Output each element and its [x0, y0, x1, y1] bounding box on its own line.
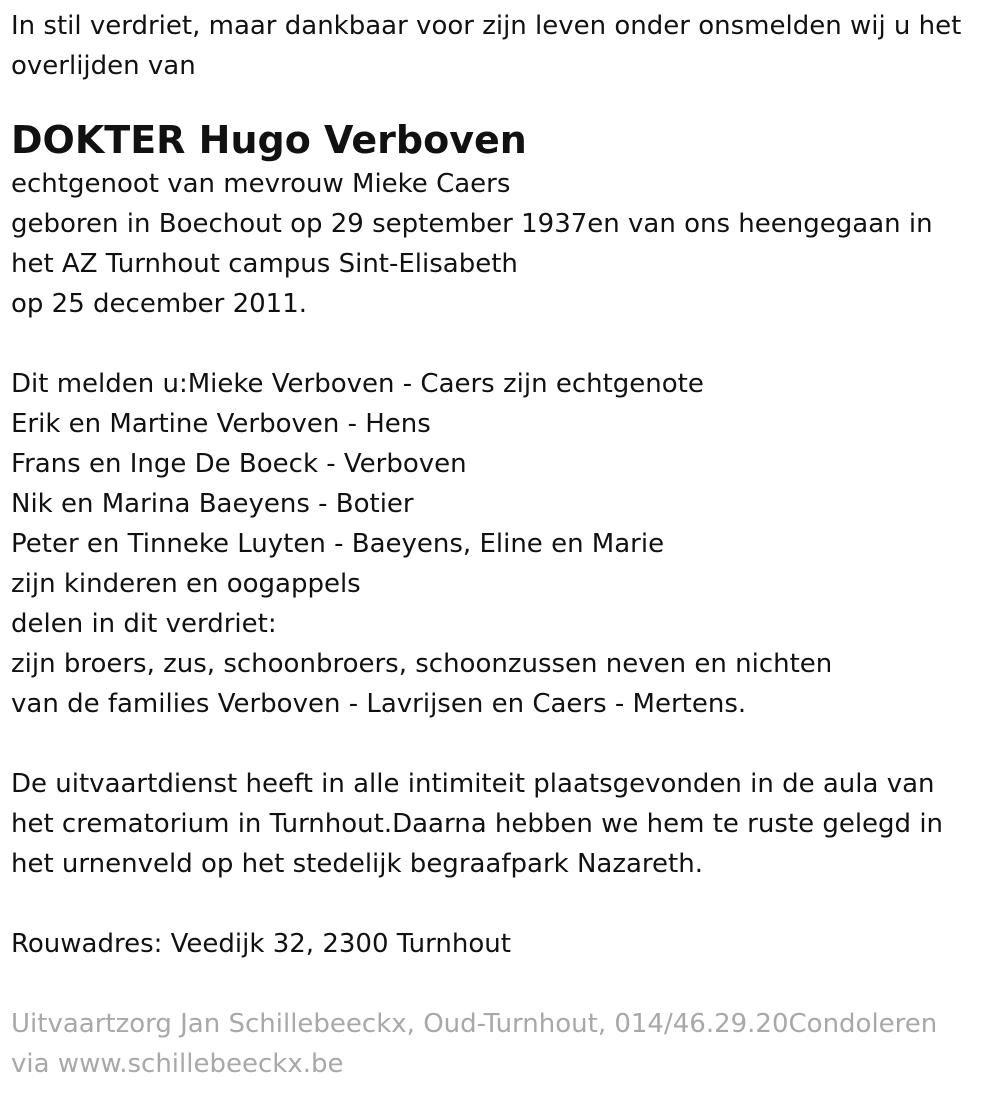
family-line: zijn broers, zus, schoonbroers, schoonzussen neven en nichten — [11, 649, 833, 679]
mourning-address: Rouwadres: Veedijk 32, 2300 Turnhout — [11, 929, 511, 959]
detail-line: op 25 december 2011. — [11, 289, 308, 319]
service-line: De uitvaartdienst heeft in alle intimiteit plaatsgevonden in de aula van — [11, 769, 935, 799]
details-paragraph — [11, 164, 1000, 324]
detail-line: het AZ Turnhout campus Sint-Elisabeth — [11, 249, 518, 279]
detail-line: echtgenoot van mevrouw Mieke Caers — [11, 169, 511, 199]
spacer — [11, 964, 1000, 1004]
address-paragraph — [11, 924, 1000, 964]
family-line: zijn kinderen en oogappels — [11, 569, 361, 599]
family-line: Dit melden u:Mieke Verboven - Caers zijn echtgenote — [11, 369, 704, 399]
service-line: het urnenveld op het stedelijk begraafpark Nazareth. — [11, 849, 703, 879]
family-line: Peter en Tinneke Luyten - Baeyens, Eline en Marie — [11, 529, 665, 559]
funeral-home-footer — [11, 1004, 1000, 1084]
family-line: van de families Verboven - Lavrijsen en Caers - Mertens. — [11, 689, 747, 719]
spacer — [11, 724, 1000, 764]
family-paragraph — [11, 364, 1000, 724]
service-line: het crematorium in Turnhout.Daarna hebben we hem te ruste gelegd in — [11, 809, 944, 839]
family-line: Nik en Marina Baeyens - Botier — [11, 489, 414, 519]
spacer — [11, 884, 1000, 924]
detail-line: geboren in Boechout op 29 september 1937en van ons heengegaan in — [11, 209, 933, 239]
intro-paragraph — [11, 6, 1000, 86]
family-line: Erik en Martine Verboven - Hens — [11, 409, 431, 439]
footer-line: via www.schillebeeckx.be — [11, 1049, 344, 1079]
intro-line: overlijden van — [11, 51, 196, 81]
family-line: Frans en Inge De Boeck - Verboven — [11, 449, 467, 479]
family-line: delen in dit verdriet: — [11, 609, 277, 639]
spacer — [11, 324, 1000, 364]
deceased-name: DOKTER Hugo Verboven — [11, 118, 527, 162]
footer-line: Uitvaartzorg Jan Schillebeeckx, Oud-Turnhout, 014/46.29.20Condoleren — [11, 1009, 938, 1039]
service-paragraph — [11, 764, 1000, 884]
intro-line: In stil verdriet, maar dankbaar voor zijn leven onder onsmelden wij u het — [11, 11, 962, 41]
